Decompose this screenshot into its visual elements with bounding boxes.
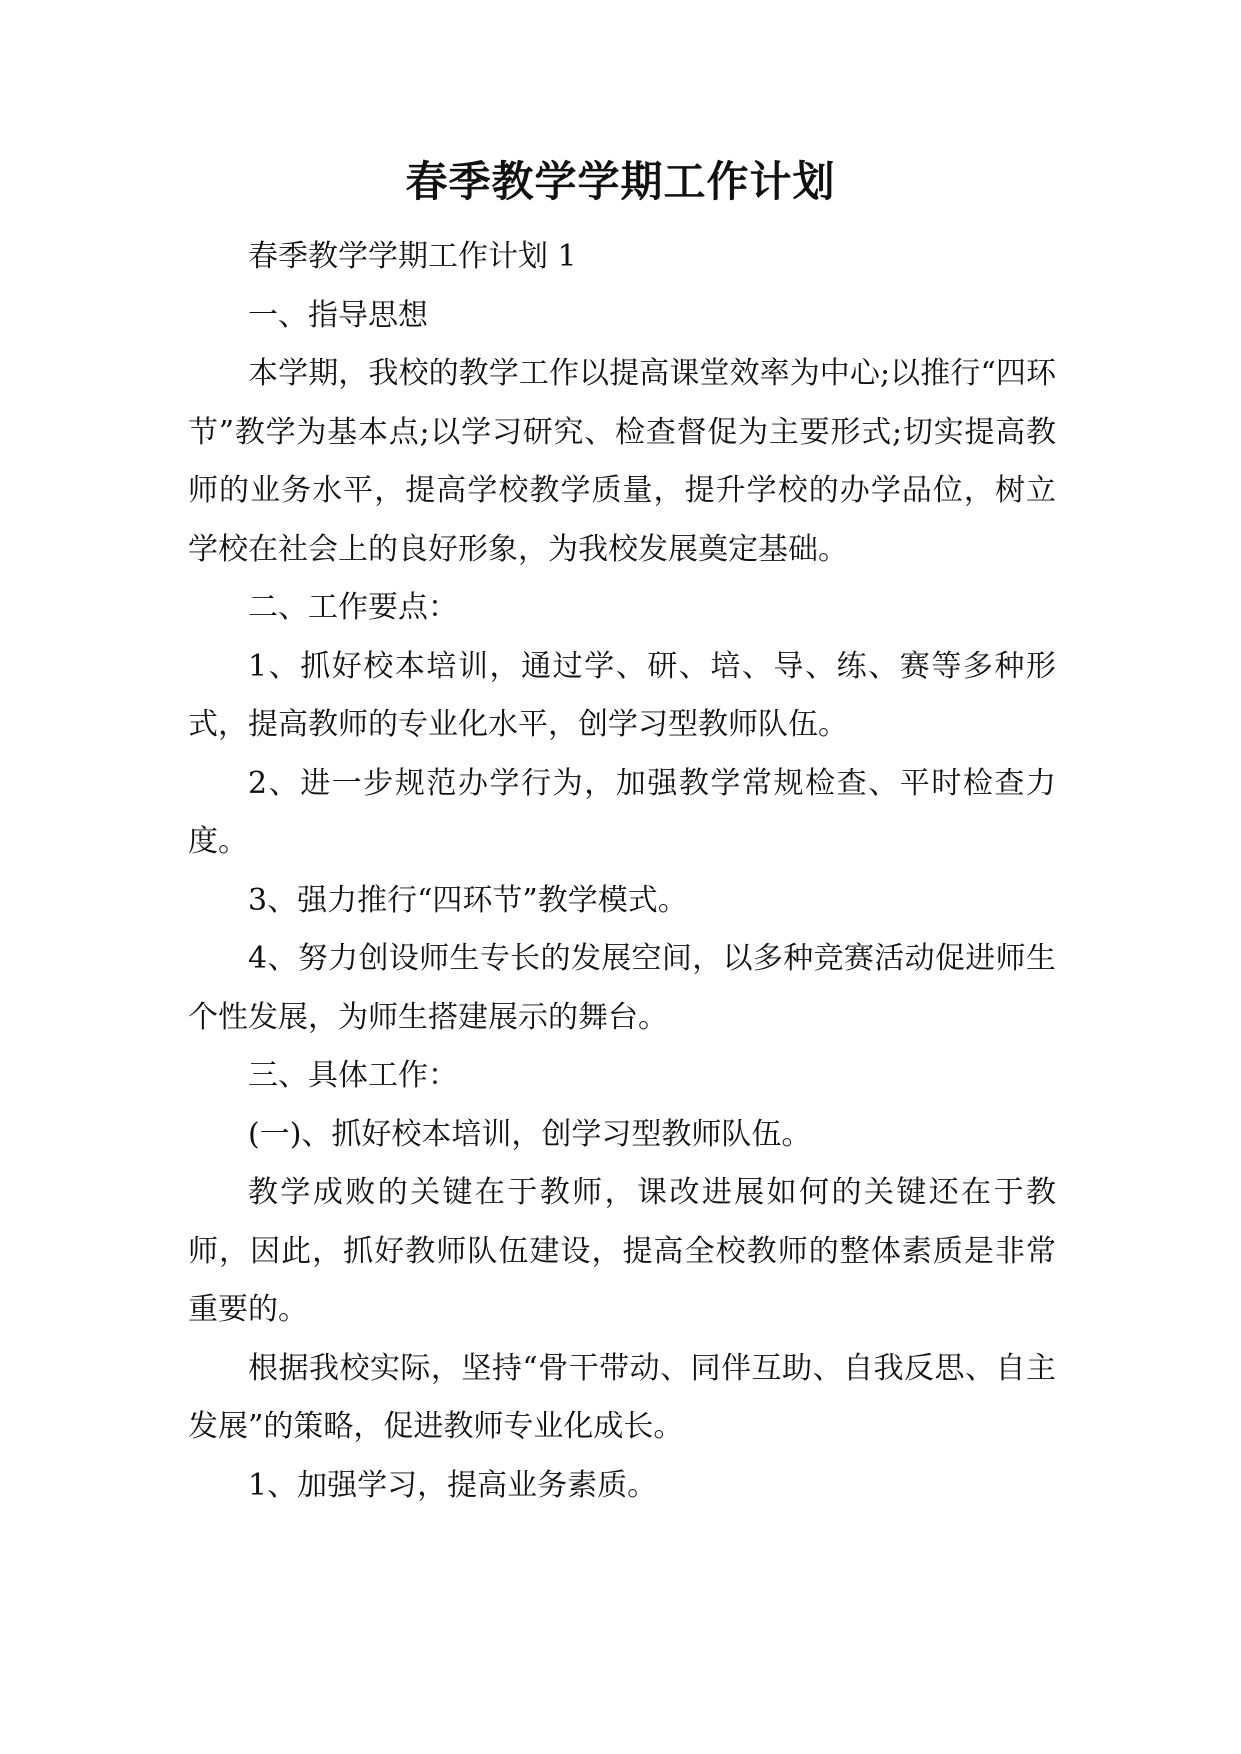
list-item: 1、抓好校本培训，通过学、研、培、导、练、赛等多种形式，提高教师的专业化水平，创学习型教师队伍。 [188,648,1056,742]
document-title: 春季教学学期工作计划 [405,157,836,206]
paragraph: 根据我校实际，坚持“骨干带动、同伴互助、自我反思、自主发展”的策略，促进教师专业化成长。 [188,1350,1056,1444]
section-heading-guiding-ideology: 一、指导思想 [248,297,428,333]
section-heading-specific-work: 三、具体工作： [248,1058,458,1093]
section-heading-work-points: 二、工作要点： [248,590,458,625]
paragraph: 教学成败的关键在于教师，课改进展如何的关键还在于教师，因此，抓好教师队伍建设，提高全校教师的整体素质是非常重要的。 [188,1175,1056,1327]
subtitle-paragraph: 春季教学学期工作计划 1 [248,239,577,274]
list-item: 2、进一步规范办学行为，加强教学常规检查、平时检查力度。 [188,765,1056,859]
list-item: 1、加强学习，提高业务素质。 [248,1467,658,1503]
subsection-heading: (一)、抓好校本培训，创学习型教师队伍。 [248,1116,812,1152]
list-item: 3、强力推行“四环节”教学模式。 [248,882,688,918]
list-item: 4、努力创设师生专长的发展空间，以多种竞赛活动促进师生个性发展，为师生搭建展示的舞台。 [188,941,1056,1035]
document-body [188,228,1056,1515]
paragraph: 本学期，我校的教学工作以提高课堂效率为中心;以推行“四环节”教学为基本点;以学习研究、检查督促为主要形式;切实提高教师的业务水平，提高学校教学质量，提升学校的办学品位，树立学校在社会上的良好形象，为我校发展奠定基础。 [188,356,1056,567]
